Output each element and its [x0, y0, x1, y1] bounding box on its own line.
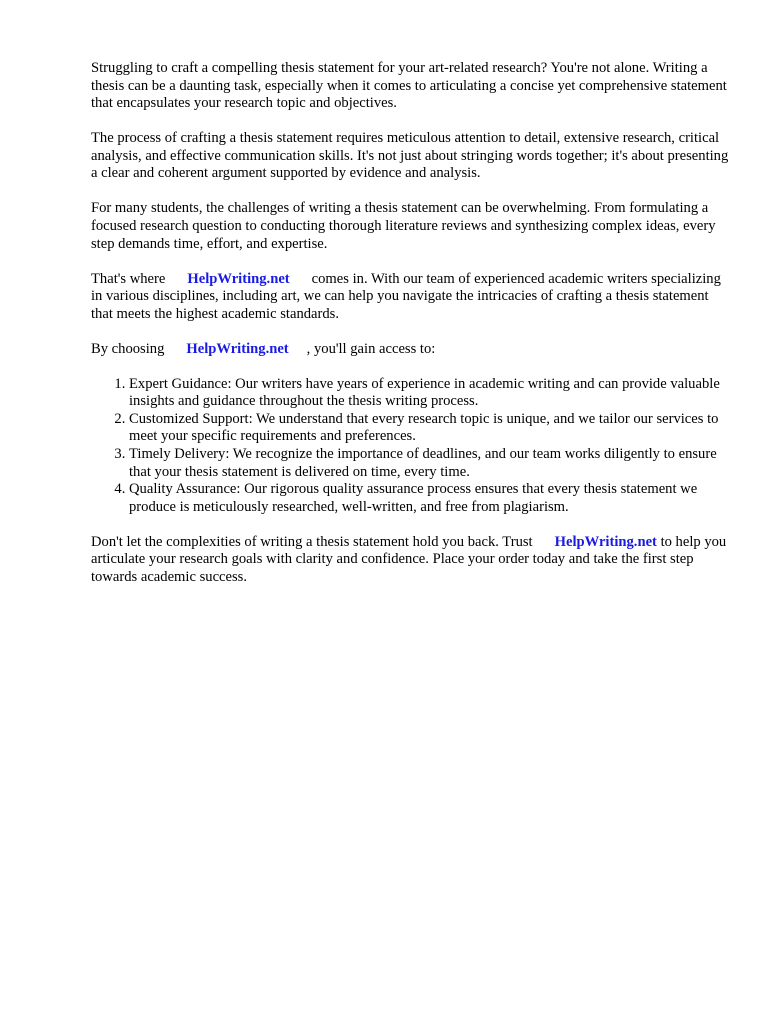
service-paragraph: [91, 271, 731, 324]
closing-paragraph: [91, 534, 731, 587]
document-page: [91, 60, 731, 604]
benefits-list: [91, 376, 731, 517]
process-text: The process of crafting a thesis statement requires meticulous attention to detail, extensive research, critical analysis, and effective communication skills. It's not just about stringing words together; it's about presenting a clear and coherent argument supported by evidence and analysis.: [91, 130, 729, 182]
challenges-text: For many students, the challenges of writing a thesis statement can be overwhelming. From formulating a focused research question to conducting thorough literature reviews and synthesizing complex ideas, every step demands time, effort, and expertise.: [91, 200, 716, 252]
list-item: 3. Timely Delivery: We recognize the importance of deadlines, and our team works diligently to ensure that your thesis statement is delivered on time, every time.: [129, 446, 731, 481]
list-item: 4. Quality Assurance: Our rigorous quality assurance process ensures that every thesis statement we produce is meticulously researched, well-written, and free from plagiarism.: [129, 481, 731, 516]
helpwriting-link[interactable]: HelpWriting.net: [187, 270, 290, 287]
closing-text-after: to help you articulate your research goals with clarity and confidence. Place your order today and take the first step towards academic success.: [91, 533, 727, 585]
challenges-paragraph: [91, 200, 731, 253]
choosing-text-before: By choosing: [91, 340, 165, 357]
intro-text: Struggling to craft a compelling thesis statement for your art-related research? You're not alone. Writing a thesis can be a daunting task, especially when it comes to articulating a concise yet comprehensive statement that encapsulates your research topic and objectives.: [91, 60, 727, 112]
service-text-before: That's where: [91, 270, 166, 287]
closing-text-before: Don't let the complexities of writing a thesis statement hold you back. Trust: [91, 533, 533, 550]
process-paragraph: [91, 130, 731, 183]
list-item: 2. Customized Support: We understand that every research topic is unique, and we tailor our services to meet your specific requirements and preferences.: [129, 411, 731, 446]
service-text-after: comes in. With our team of experienced academic writers specializing in various disciplines, including art, we can help you navigate the intricacies of crafting a thesis statement that meets the highest academic standards.: [91, 270, 721, 322]
choosing-text-after: , you'll gain access to:: [306, 340, 436, 357]
intro-paragraph: [91, 60, 731, 113]
helpwriting-link[interactable]: HelpWriting.net: [186, 340, 289, 357]
helpwriting-link[interactable]: HelpWriting.net: [554, 533, 657, 550]
list-item: 1. Expert Guidance: Our writers have years of experience in academic writing and can provide valuable insights and guidance throughout the thesis writing process.: [129, 376, 731, 411]
choosing-paragraph: [91, 341, 731, 359]
